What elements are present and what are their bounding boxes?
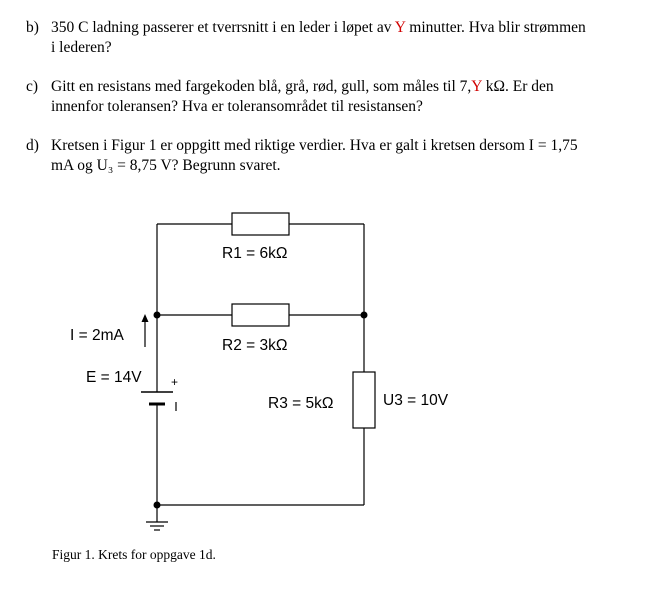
current-label: I = 2mA: [70, 327, 124, 344]
variable-y: Y: [394, 19, 406, 36]
resistor-r1: [232, 213, 289, 235]
r1-label: R1 = 6kΩ: [222, 245, 288, 262]
question-d-text: Kretsen i Figur 1 er oppgitt med riktige verdier. Hva er galt i kretsen dersom I = 1,75 mA og U₃ = 8,75 V? Begrunn svaret.: [51, 137, 578, 174]
question-c-text: Gitt en resistans med fargekoden blå, grå, rød, gull, som måles til 7,Y kΩ. Er den innenfor toleransen? Hva er toleransområdet til resistansen?: [51, 78, 554, 115]
junction-dot: [154, 502, 161, 509]
question-b-text: 350 C ladning passerer et tverrsnitt i en leder i løpet av Y minutter. Hva blir strømmen i lederen?: [51, 19, 586, 56]
question-b-label: b): [26, 19, 39, 36]
figure-caption: Figur 1. Krets for oppgave 1d.: [52, 547, 216, 562]
r2-label: R2 = 3kΩ: [222, 337, 288, 354]
junction-dot: [154, 312, 161, 319]
resistor-r2: [232, 304, 289, 326]
question-d-label: d): [26, 137, 39, 154]
variable-y: Y: [471, 78, 482, 95]
resistor-r3: [353, 372, 375, 428]
current-arrowhead-icon: [142, 314, 149, 322]
question-c-label: c): [26, 78, 39, 95]
r3-label: R3 = 5kΩ: [268, 395, 334, 412]
u3-label: U3 = 10V: [383, 392, 449, 409]
plus-sign: +: [171, 375, 179, 389]
junction-dot: [361, 312, 368, 319]
source-label: E = 14V: [86, 369, 142, 386]
